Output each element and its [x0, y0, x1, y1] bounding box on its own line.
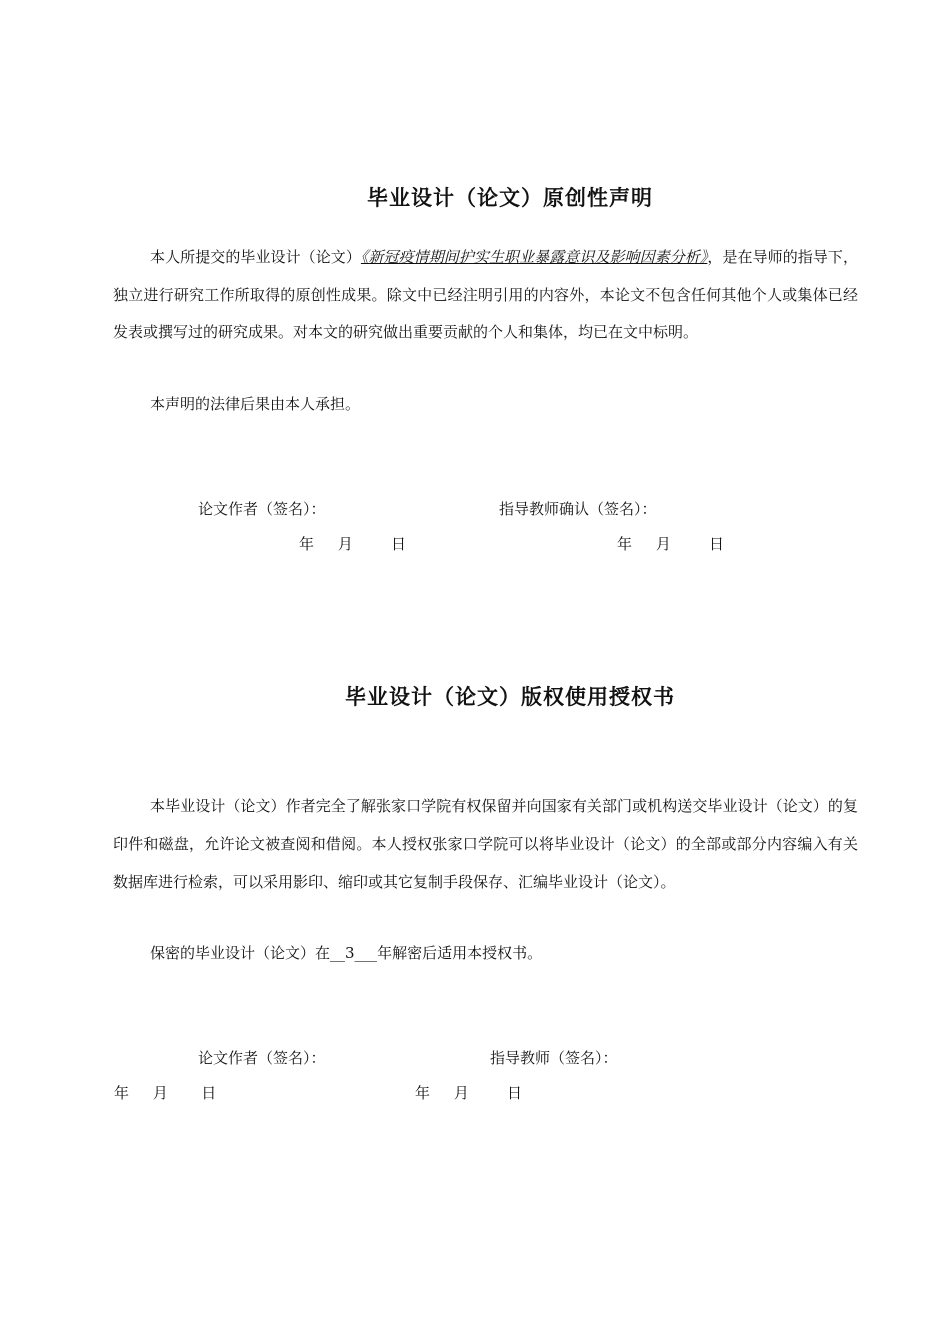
thesis-title: 《新冠疫情期间护实生职业暴露意识及影响因素分析》 — [360, 248, 708, 266]
copyright-advisor-date: 年 月 日 — [415, 1084, 522, 1102]
copyright-advisor-signature-label: 指导教师（签名）： — [490, 1049, 618, 1067]
originality-advisor-date: 年 月 日 — [617, 535, 724, 553]
copyright-para2-rest: 年解密后适用本授权书。 — [377, 944, 543, 962]
originality-author-date: 年 月 日 — [299, 535, 406, 553]
confidential-years: __3___ — [330, 944, 378, 962]
copyright-para2-lead: 保密的毕业设计（论文）在 — [150, 944, 331, 962]
copyright-author-signature-label: 论文作者（签名）： — [198, 1049, 326, 1067]
copyright-paragraph-1: 本毕业设计（论文）作者完全了解张家口学院有权保留并向国家有关部门或机构送交毕业设计（论文）的复印件和磁盘，允许论文被查阅和借阅。本人授权张家口学院可以将毕业设计（论文）的全部或部分内容编入有关数据库进行检索，可以采用影印、缩印或其它复制手段保存、汇编毕业设计（论文）。 — [113, 797, 858, 891]
copyright-paragraph-2 — [113, 935, 858, 973]
originality-para1-lead: 本人所提交的毕业设计（论文） — [150, 248, 361, 266]
originality-title: 毕业设计（论文）原创性声明 — [367, 186, 653, 210]
originality-para1-rest: ，是在导师的指导下，独立进行研究工作所取得的原创性成果。除文中已经注明引用的内容外，本论文不包含任何其他个人或集体已经发表或撰写过的研究成果。对本文的研究做出重要贡献的个人和集体，均已在文中标明。 — [113, 248, 858, 341]
originality-paragraph-2: 本声明的法律后果由本人承担。 — [150, 395, 361, 413]
copyright-author-date: 年 月 日 — [114, 1084, 217, 1102]
originality-paragraph-1 — [113, 239, 858, 352]
originality-author-signature-label: 论文作者（签名）： — [198, 500, 326, 518]
originality-advisor-signature-label: 指导教师确认（签名）： — [499, 500, 657, 518]
copyright-title: 毕业设计（论文）版权使用授权书 — [345, 685, 675, 709]
